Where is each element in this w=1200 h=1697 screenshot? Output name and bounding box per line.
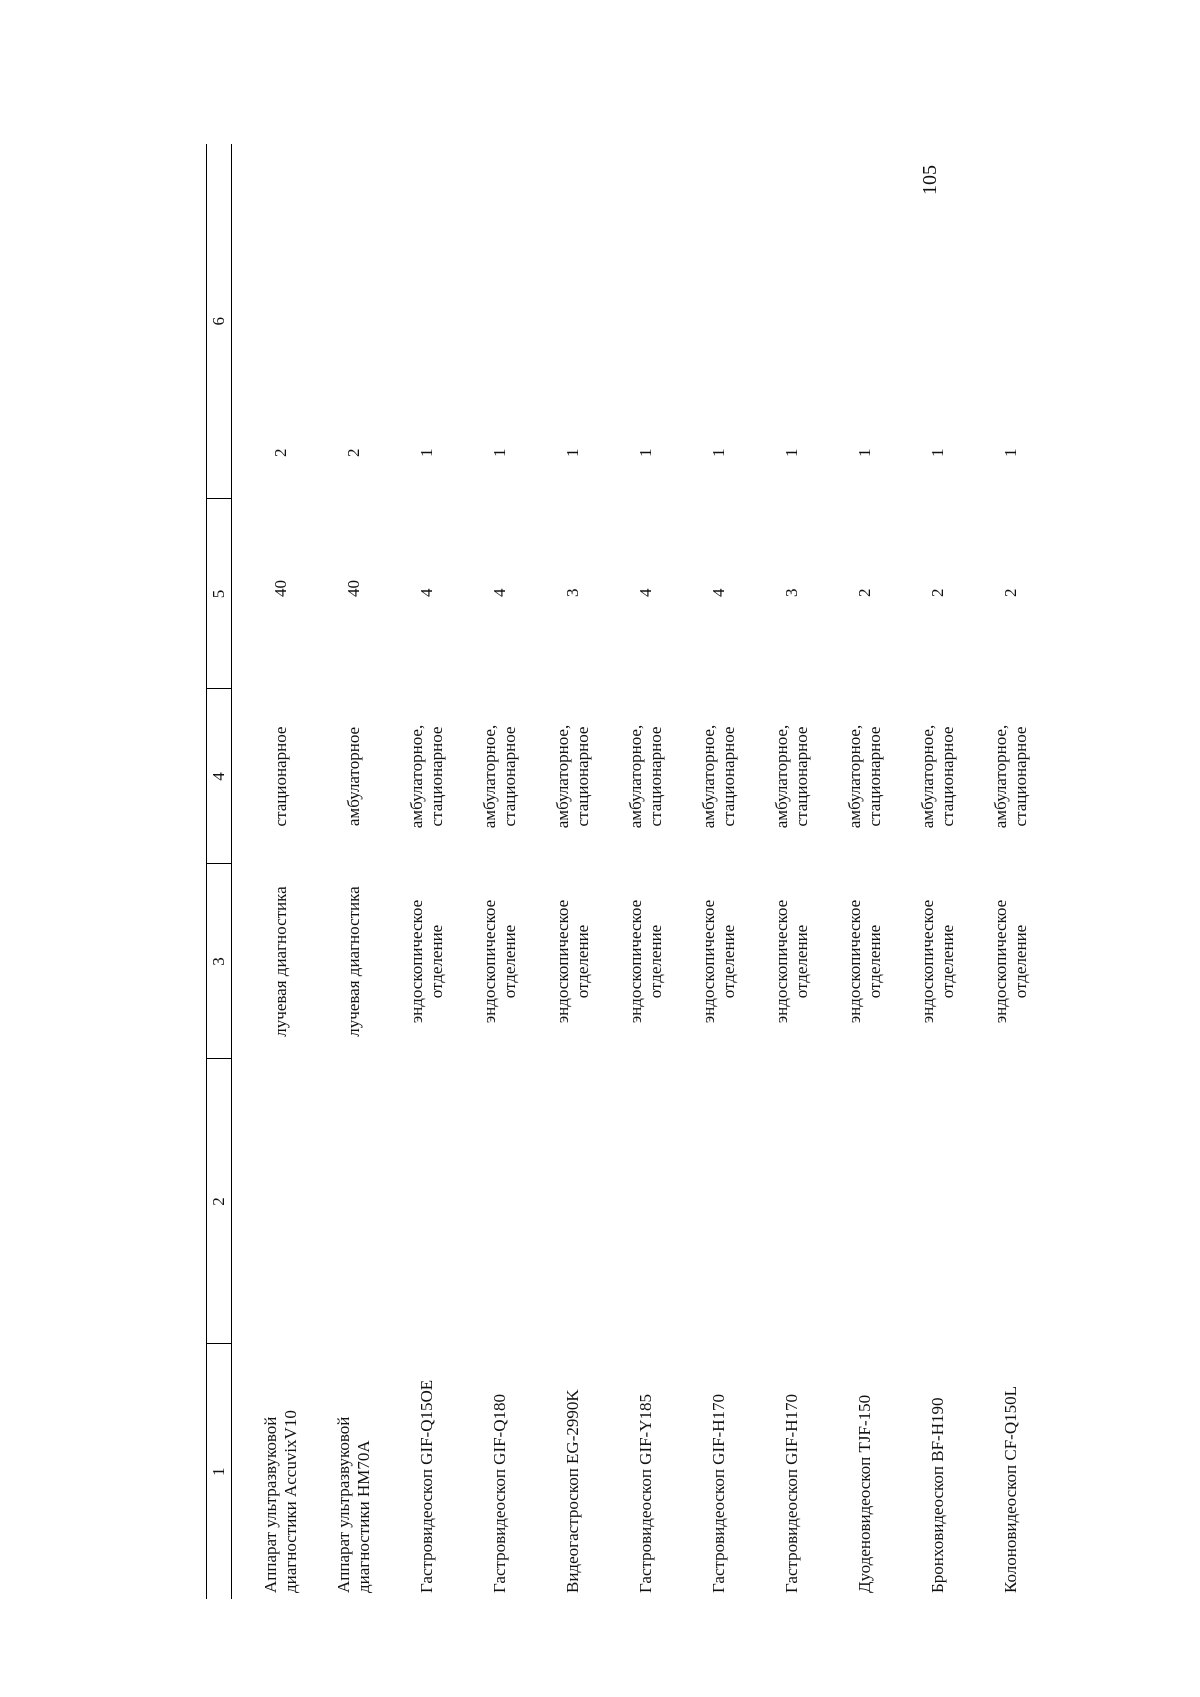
equipment-table: [206, 144, 1047, 1599]
care-type-cell: амбулаторное, стационарное: [698, 724, 738, 829]
value-cell: 4: [635, 588, 655, 597]
care-type-cell: стационарное: [270, 726, 290, 827]
care-type-cell: амбулаторное, стационарное: [406, 724, 446, 829]
empty-cell: [463, 1059, 536, 1344]
equipment-name-cell: Видеогастроскоп EG-2990K: [562, 1389, 582, 1593]
empty-cell: [536, 1059, 609, 1344]
department-cell: эндоскопическое отделение: [698, 899, 738, 1024]
table-row: [828, 144, 901, 1599]
empty-cell: [974, 1059, 1047, 1344]
value-cell: 4: [416, 588, 436, 597]
value-cell: 2: [1000, 588, 1020, 597]
column-header-2: 2: [207, 1059, 232, 1344]
department-cell: эндоскопическое отделение: [771, 899, 811, 1024]
equipment-name-cell: Гастровидеоскоп GIF-Q180: [489, 1394, 509, 1593]
empty-cell: [828, 1059, 901, 1344]
value-cell: 2: [854, 588, 874, 597]
empty-cell: [390, 1059, 463, 1344]
value-cell: 2: [927, 588, 947, 597]
page-number: 105: [919, 165, 941, 195]
equipment-name-cell: Аппарат ультразвуковой диагностики AccuvixV10: [260, 1410, 300, 1593]
table-row: [682, 144, 755, 1599]
equipment-name-cell: Гастровидеоскоп GIF-Y185: [635, 1394, 655, 1593]
column-header-4: 4: [207, 689, 232, 864]
care-type-cell: амбулаторное, стационарное: [479, 724, 519, 829]
table-row: [609, 144, 682, 1599]
equipment-name-cell: Аппарат ультразвуковой диагностики HM70A: [333, 1416, 373, 1593]
department-cell: эндоскопическое отделение: [917, 899, 957, 1024]
empty-cell: [232, 1059, 318, 1344]
quantity-cell: 1: [489, 448, 509, 457]
column-header-3: 3: [207, 864, 232, 1059]
department-cell: эндоскопическое отделение: [990, 899, 1030, 1024]
table-row: [390, 144, 463, 1599]
value-cell: 3: [781, 588, 801, 597]
quantity-cell: 1: [781, 448, 801, 457]
quantity-cell: 1: [854, 448, 874, 457]
department-cell: эндоскопическое отделение: [406, 899, 446, 1024]
care-type-cell: амбулаторное: [343, 726, 363, 827]
equipment-name-cell: Гастровидеоскоп GIF-Q15OE: [416, 1379, 436, 1593]
empty-cell: [682, 1059, 755, 1344]
department-cell: эндоскопическое отделение: [625, 899, 665, 1024]
equipment-name-cell: Дуоденовидеоскоп TJF-150: [854, 1394, 874, 1593]
care-type-cell: амбулаторное, стационарное: [771, 724, 811, 829]
care-type-cell: амбулаторное, стационарное: [552, 724, 592, 829]
equipment-name-cell: Бронховидеоскоп BF-H190: [927, 1397, 947, 1593]
value-cell: 40: [270, 580, 290, 597]
department-cell: лучевая диагностика: [270, 886, 290, 1037]
table-row: [317, 144, 390, 1599]
empty-cell: [901, 1059, 974, 1344]
value-cell: 4: [708, 588, 728, 597]
empty-cell: [755, 1059, 828, 1344]
quantity-cell: 1: [708, 448, 728, 457]
equipment-name-cell: Гастровидеоскоп GIF-H170: [781, 1394, 801, 1593]
value-cell: 4: [489, 588, 509, 597]
quantity-cell: 2: [343, 448, 363, 457]
quantity-cell: 1: [927, 448, 947, 457]
quantity-cell: 2: [270, 448, 290, 457]
department-cell: эндоскопическое отделение: [844, 899, 884, 1024]
table-row: [463, 144, 536, 1599]
column-header-5: 5: [207, 499, 232, 689]
quantity-cell: 1: [1000, 448, 1020, 457]
column-header-6: 6: [207, 144, 232, 499]
table-row: [232, 144, 318, 1599]
table-row: [755, 144, 828, 1599]
quantity-cell: 1: [562, 448, 582, 457]
quantity-cell: 1: [416, 448, 436, 457]
department-cell: эндоскопическое отделение: [552, 899, 592, 1024]
quantity-cell: 1: [635, 448, 655, 457]
header-row: [207, 144, 232, 1599]
care-type-cell: амбулаторное, стационарное: [990, 724, 1030, 829]
care-type-cell: амбулаторное, стационарное: [844, 724, 884, 829]
care-type-cell: амбулаторное, стационарное: [917, 724, 957, 829]
table-row: [974, 144, 1047, 1599]
department-cell: лучевая диагностика: [343, 886, 363, 1037]
value-cell: 3: [562, 588, 582, 597]
table-row: [536, 144, 609, 1599]
care-type-cell: амбулаторное, стационарное: [625, 724, 665, 829]
table-body: [232, 144, 1048, 1599]
value-cell: 40: [343, 580, 363, 597]
empty-cell: [609, 1059, 682, 1344]
rotated-table-container: [206, 144, 1030, 1599]
equipment-name-cell: Гастровидеоскоп GIF-H170: [708, 1394, 728, 1593]
department-cell: эндоскопическое отделение: [479, 899, 519, 1024]
equipment-name-cell: Колоновидеоскоп CF-Q150L: [1000, 1386, 1020, 1593]
table-row: [901, 144, 974, 1599]
column-header-1: 1: [207, 1344, 232, 1599]
empty-cell: [317, 1059, 390, 1344]
